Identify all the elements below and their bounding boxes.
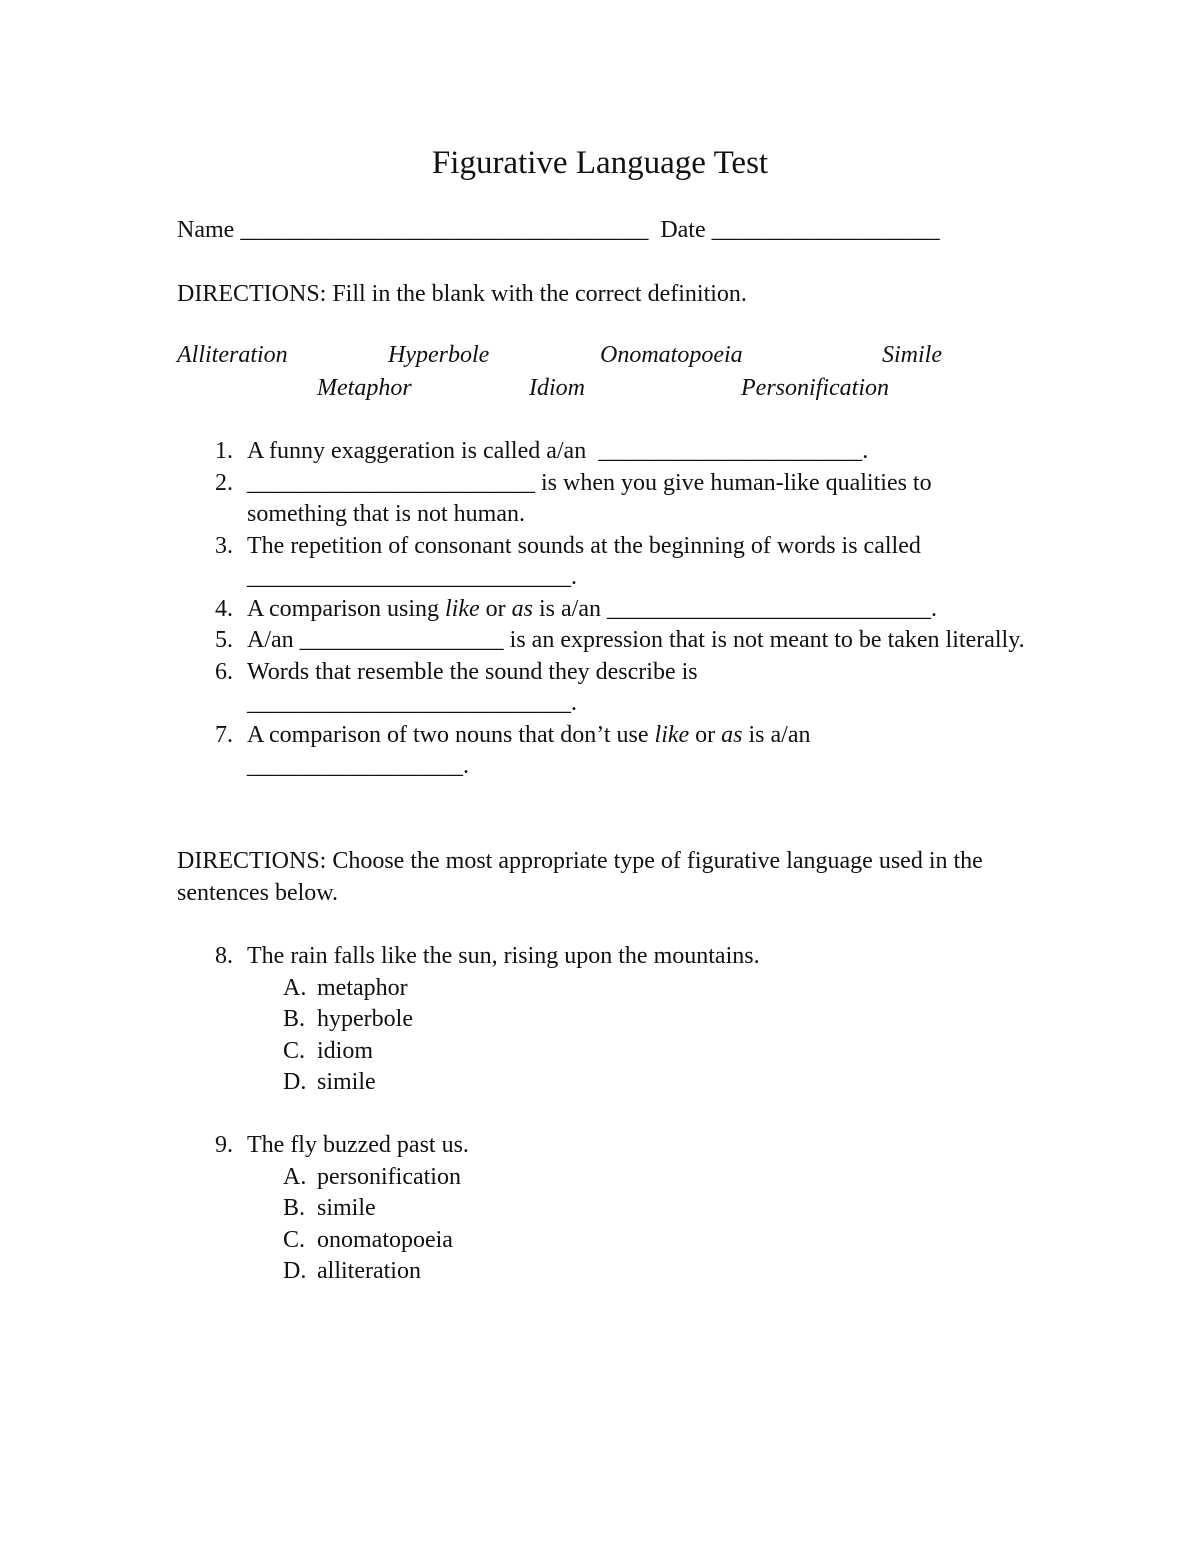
answer-blank: ________________________ (247, 469, 535, 496)
word-bank-term: Personification (741, 375, 889, 401)
word-bank-term: Alliteration (177, 342, 288, 368)
question-number: 2. (215, 469, 233, 496)
answer-option: D. simile (283, 1069, 376, 1095)
question-text: The fly buzzed past us. (247, 1132, 469, 1158)
question-number: 8. (215, 943, 233, 969)
word-bank-term: Simile (882, 342, 942, 368)
name-blank: __________________________________ (240, 217, 649, 243)
answer-option: A. personification (283, 1163, 461, 1190)
answer-option: C. onomatopoeia (283, 1226, 453, 1253)
question-number: 4. (215, 595, 233, 622)
date-label: Date (660, 217, 706, 243)
answer-blank: _________________ (299, 627, 504, 653)
directions-multiple-choice: DIRECTIONS: Choose the most appropriate type of figurative language used in the sentences below. (177, 848, 983, 906)
question-5: 5. A/an _________________ is an expression that is not meant to be taken literally. (177, 625, 1037, 657)
word-bank-term: Onomatopoeia (600, 342, 743, 368)
answer-option: C. idiom (283, 1037, 374, 1064)
question-2: 2. ________________________ is when you give human-like qualities to something that is not human. (177, 468, 1037, 531)
question-number: 3. (215, 532, 233, 559)
word-bank-term: Hyperbole (388, 342, 490, 368)
multiple-choice-questions (177, 941, 1037, 1288)
word-bank-term: Metaphor (317, 375, 412, 401)
question-number: 5. (215, 627, 233, 653)
question-4: 4. A comparison using like or as is a/an ___________________________. (177, 594, 1037, 626)
question-8 (177, 941, 1037, 1099)
word-bank-term: Idiom (529, 375, 585, 401)
answer-blank: ___________________________ (606, 595, 931, 622)
date-blank: ___________________ (711, 217, 940, 243)
answer-blank: __________________ (247, 753, 463, 779)
name-date-line (177, 215, 940, 247)
question-number: 7. (215, 721, 233, 748)
question-text: The rain falls like the sun, rising upon the mountains. (247, 943, 760, 969)
question-6: 6. Words that resemble the sound they describe is ___________________________. (177, 657, 1037, 720)
answer-option: D. alliteration (283, 1258, 421, 1284)
question-9 (177, 1130, 1037, 1288)
question-1: 1. A funny exaggeration is called a/an ______________________. (177, 436, 1037, 468)
answer-option: B. simile (283, 1195, 376, 1221)
fill-in-questions (177, 436, 1037, 783)
question-7: 7. A comparison of two nouns that don’t use like or as is a/an __________________. (177, 720, 1037, 783)
word-bank (0, 340, 1200, 410)
question-number: 1. (215, 438, 233, 464)
answer-blank: ___________________________ (247, 690, 571, 716)
answer-option: B. hyperbole (283, 1006, 413, 1032)
answer-blank: ___________________________ (247, 564, 571, 590)
question-number: 9. (215, 1132, 233, 1158)
page-title: Figurative Language Test (431, 145, 769, 181)
answer-option: A. metaphor (283, 974, 408, 1001)
answer-blank: ______________________ (598, 438, 863, 464)
name-label: Name (177, 217, 235, 243)
question-3: 3. The repetition of consonant sounds at the beginning of words is called ___________________________. (177, 531, 1037, 594)
question-number: 6. (215, 658, 233, 685)
directions-fill-in: DIRECTIONS: Fill in the blank with the correct definition. (177, 281, 747, 307)
